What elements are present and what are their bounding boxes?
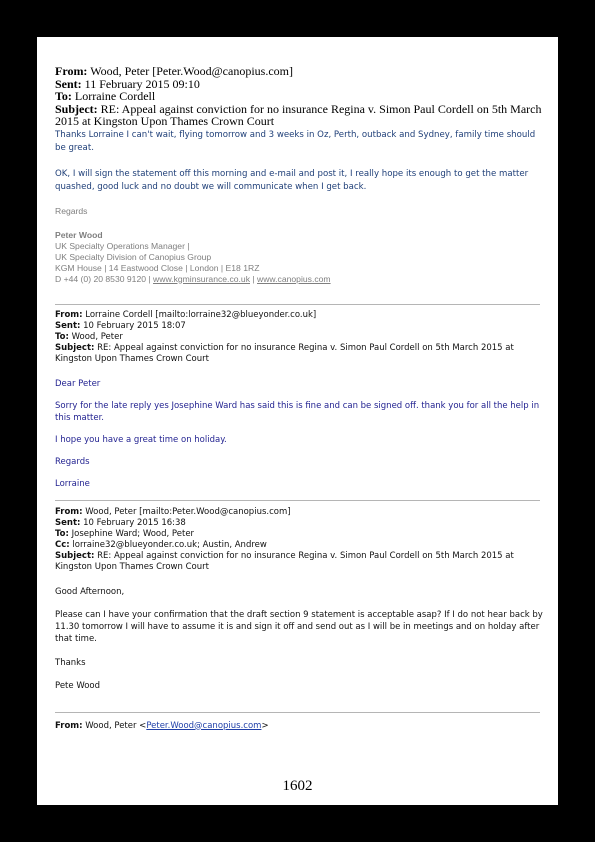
email4-from-prefix: Wood, Peter < [85,720,147,731]
signature-separator: | [250,273,258,284]
email2-sent-value: 10 February 2015 18:07 [83,320,186,331]
email2-to-value: Wood, Peter [71,331,123,342]
email2-sent-label: Sent: [55,320,81,331]
email2-body-p2: I hope you have a great time on holiday. [55,434,227,445]
email3-thanks: Thanks [55,657,86,668]
email1-body-p2: OK, I will sign the statement off this morning and e-mail and post it, I really hope its enough to get the matter quashed, good luck and no doubt we will communicate when I get back. [55,168,529,192]
signature-division: UK Specialty Division of Canopius Group [55,251,212,262]
email3-sent-label: Sent: [55,517,81,528]
signature-phone: D +44 (0) 20 8530 9120 | [55,273,154,284]
signature-name: Peter Wood [55,229,103,240]
document-page [37,37,558,805]
email3-cc-value: lorraine32@blueyonder.co.uk; Austin, Andrew [72,539,267,550]
email2-header [55,310,545,365]
email1-body-p1: Thanks Lorraine I can't wait, flying tomorrow and 3 weeks in Oz, Perth, outback and Sydney, family time should be great. [55,129,536,153]
email3-subject-value: RE: Appeal against conviction for no insurance Regina v. Simon Paul Cordell on 5th March 2015 at Kingston Upon Thames Crown Court [55,550,514,572]
email1-from-label: From: [55,64,88,78]
divider [55,500,540,501]
email3-greeting: Good Afternoon, [55,586,125,597]
email3-subject-label: Subject: [55,550,95,561]
email4-from-suffix: > [261,720,269,731]
signature-address: KGM House | 14 Eastwood Close | London | E18 1RZ [55,262,260,273]
signature-title: UK Specialty Operations Manager | [55,240,190,251]
email3-body-p1: Please can I have your confirmation that the draft section 9 statement is acceptable asap? If I do not hear back by 11.30 tomorrow I will have to assume it is and sign it off and send out as I will be in meetings and on holday after that time. [55,609,543,644]
email4-from-email-link[interactable]: Peter.Wood@canopius.com [146,720,262,731]
email1-sent-label: Sent: [55,76,82,91]
email2-body-p1: Sorry for the late reply yes Josephine Ward has said this is fine and can be signed off. thank you for all the help in this matter. [55,400,540,423]
email3-cc-label: Cc: [55,539,70,550]
email1-to-value: Lorraine Cordell [74,89,156,103]
email3-to-value: Josephine Ward; Wood, Peter [71,528,195,539]
email3-body [55,586,545,692]
email1-header [55,65,545,128]
email1-from-value: Wood, Peter [Peter.Wood@canopius.com] [90,64,293,78]
email3-from-label: From: [55,506,83,517]
email2-to-label: To: [55,331,69,342]
kgm-website-link[interactable]: www.kgminsurance.co.uk [153,273,250,284]
email1-subject-label: Subject: [55,101,98,116]
email2-from-value: Lorraine Cordell [mailto:lorraine32@blueyonder.co.uk] [85,309,317,320]
email4-from-label: From: [55,720,83,731]
email3-header [55,507,545,573]
divider [55,304,540,305]
page-number: 1602 [282,778,313,794]
canopius-website-link[interactable]: www.canopius.com [257,273,331,284]
email3-from-value: Wood, Peter [mailto:Peter.Wood@canopius.com] [85,506,291,517]
email2-body [55,378,545,490]
email1-sent-value: 11 February 2015 09:10 [84,76,200,91]
email2-greeting: Dear Peter [55,378,101,389]
signature-contact [55,274,545,285]
email1-to-label: To: [55,89,72,103]
email3-sent-value: 10 February 2015 16:38 [83,517,186,528]
email1-signature [55,230,545,285]
email2-name: Lorraine [55,478,90,489]
email2-regards: Regards [55,456,90,467]
email2-subject-value: RE: Appeal against conviction for no insurance Regina v. Simon Paul Cordell on 5th March 2015 at Kingston Upon Thames Crown Court [55,342,514,364]
email3-name: Pete Wood [55,680,101,691]
email3-to-label: To: [55,528,69,539]
divider [55,712,540,713]
email-thread [55,65,545,732]
email1-regards: Regards [55,205,88,216]
email2-from-label: From: [55,309,83,320]
email1-body [55,129,545,194]
email1-subject-value: RE: Appeal against conviction for no insurance Regina v. Simon Paul Cordell on 5th March 2015 at Kingston Upon Thames Crown Court [55,101,542,128]
email2-subject-label: Subject: [55,342,95,353]
email4-header [55,721,545,732]
